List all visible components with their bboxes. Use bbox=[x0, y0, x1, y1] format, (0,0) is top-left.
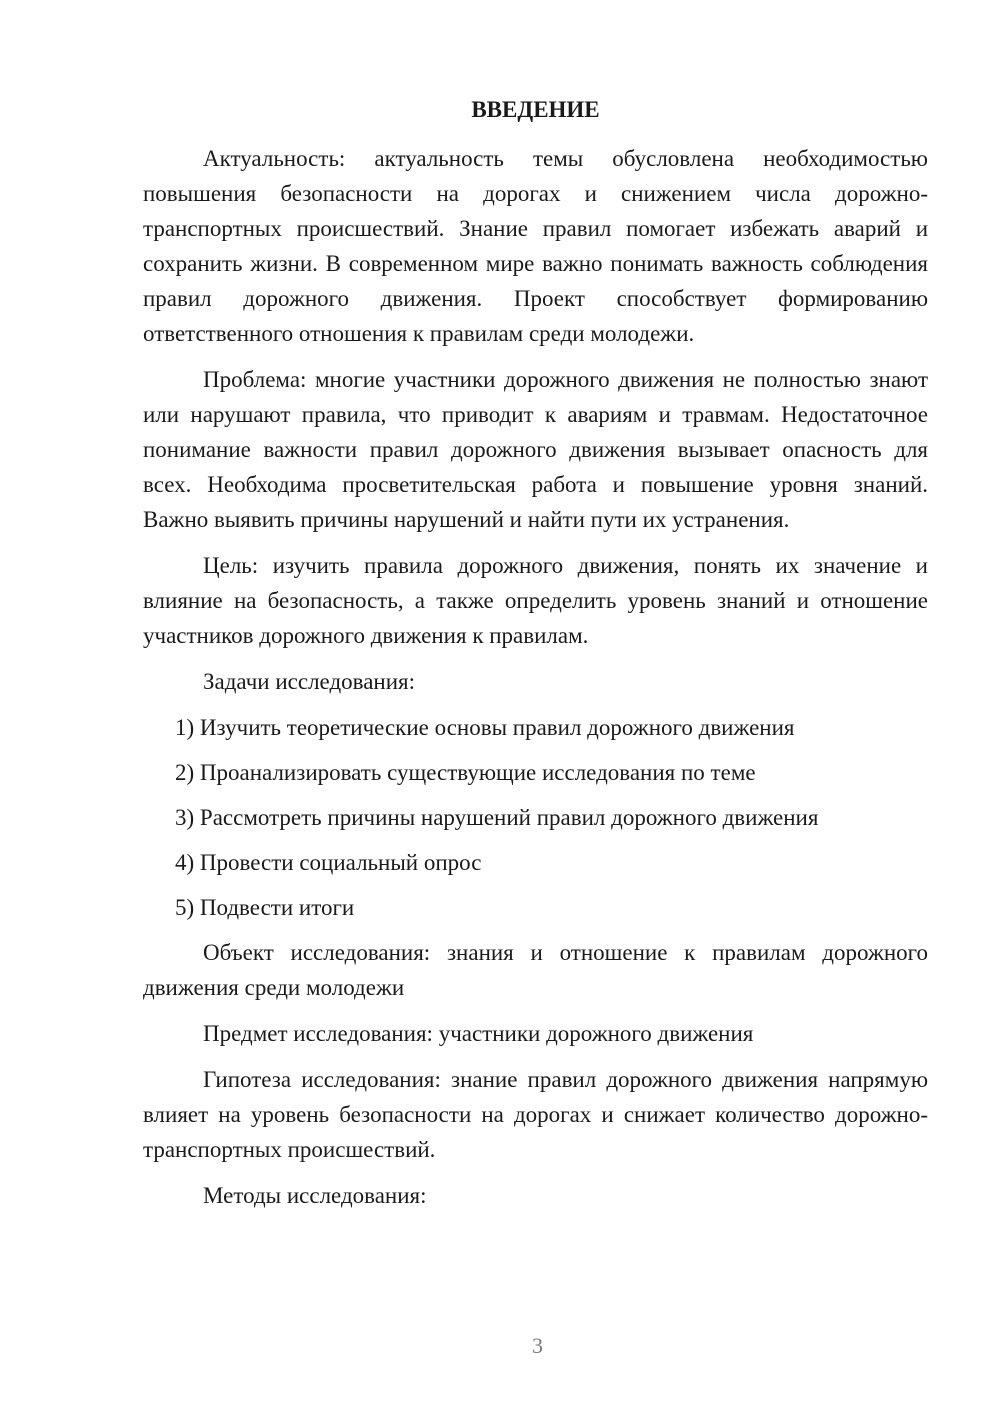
paragraph-object: Объект исследования: знания и отношение к правилам дорожного движения среди молодежи bbox=[143, 940, 928, 1000]
tasks-list bbox=[143, 710, 928, 925]
page-number: 3 bbox=[532, 1333, 543, 1358]
page-content bbox=[143, 92, 928, 1224]
paragraph-subject: Предмет исследования: участники дорожного движения bbox=[203, 1021, 754, 1046]
paragraph-hypothesis: Гипотеза исследования: знание правил дорожного движения напрямую влияет на уровень безопасности на дорогах и снижает количество дорожно-транспортных происшествий. bbox=[143, 1067, 928, 1162]
list-item: 2) Проанализировать существующие исследования по теме bbox=[175, 760, 756, 785]
methods-heading: Методы исследования: bbox=[203, 1183, 427, 1208]
list-item: 3) Рассмотреть причины нарушений правил дорожного движения bbox=[175, 805, 819, 830]
section-title: ВВЕДЕНИЕ bbox=[471, 97, 600, 122]
paragraph-problem: Проблема: многие участники дорожного движения не полностью знают или нарушают правила, что приводит к авариям и травмам. Недостаточное понимание важности правил дорожного движения вызывает опасность для всех. Необходима просветительская работа и повышение уровня знаний. Важно выявить причины нарушений и найти пути их устранения. bbox=[143, 367, 928, 532]
paragraph-relevance: Актуальность: актуальность темы обусловлена необходимостью повышения безопасности на дорогах и снижением числа дорожно-транспортных происшествий. Знание правил помогает избежать аварий и сохранить жизни. В современном мире важно понимать важность соблюдения правил дорожного движения. Проект способствует формированию ответственного отношения к правилам среди молодежи. bbox=[143, 146, 928, 346]
list-item: 4) Провести социальный опрос bbox=[175, 850, 482, 875]
list-item: 1) Изучить теоретические основы правил дорожного движения bbox=[175, 715, 795, 740]
tasks-heading: Задачи исследования: bbox=[203, 669, 416, 694]
paragraph-goal: Цель: изучить правила дорожного движения, понять их значение и влияние на безопасность, а также определить уровень знаний и отношение участников дорожного движения к правилам. bbox=[143, 553, 928, 648]
list-item: 5) Подвести итоги bbox=[175, 895, 355, 920]
